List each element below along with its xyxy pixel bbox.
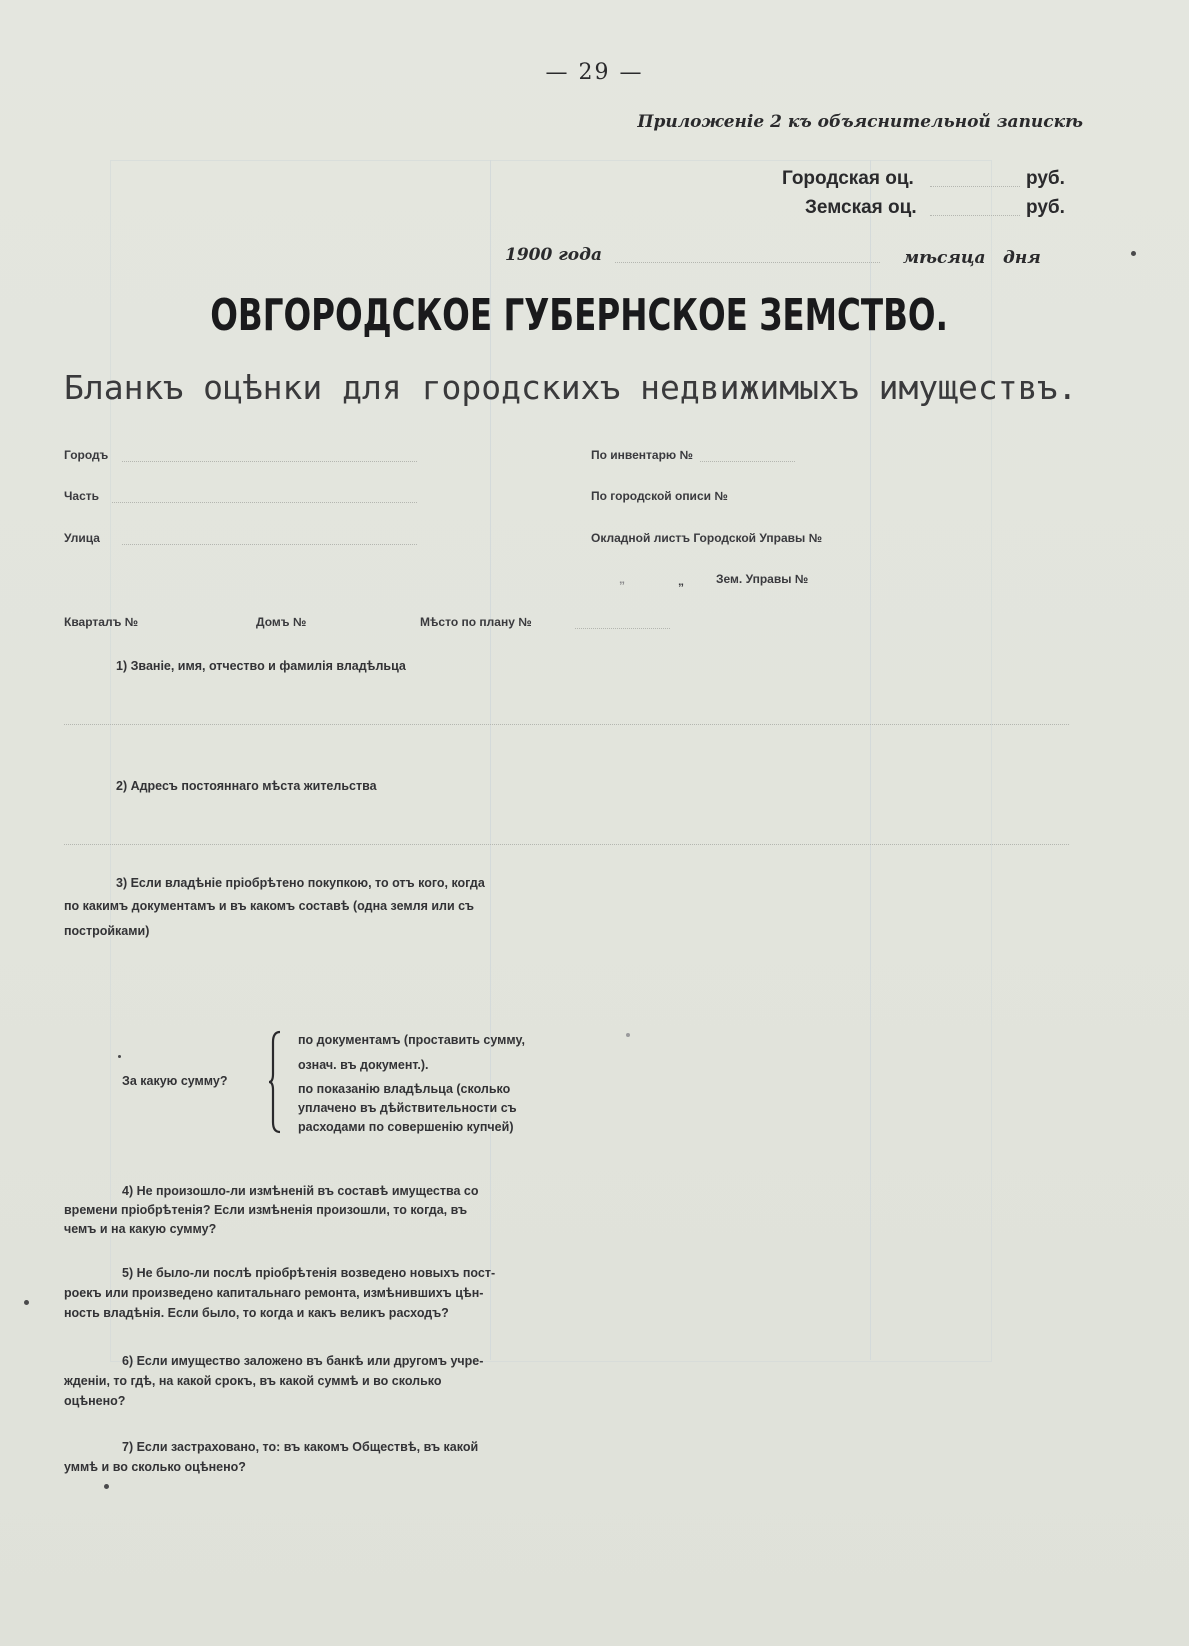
ink-speck <box>104 1484 109 1489</box>
field-inventory-label: По инвентарю № <box>591 448 693 462</box>
appendix-note: Приложеніе 2 къ объяснительной запискѣ <box>637 112 1083 132</box>
form-subtitle: Бланкъ оцѣнки для городскихъ недвижимыхъ имуществъ. <box>64 368 1078 407</box>
question-7-line1: 7) Если застраховано, то: въ какомъ Обществѣ, въ какой <box>122 1440 479 1454</box>
date-year: 1900 года <box>505 245 602 265</box>
curly-brace-icon <box>268 1030 282 1134</box>
answer-line-1 <box>64 724 1069 725</box>
field-salary-sheet-label: Окладной листъ Городской Управы № <box>591 531 822 545</box>
page-title: ОВГОРОДСКОЕ ГУБЕРНСКОЕ ЗЕМСТВО. <box>210 290 948 341</box>
zemstvo-estimate-line <box>930 215 1020 216</box>
question-4-line1: 4) Не произошло-ли измѣненій въ составѣ имущества со <box>122 1184 479 1198</box>
zemstvo-estimate-unit: руб. <box>1026 197 1065 218</box>
ink-speck <box>24 1300 29 1305</box>
city-estimate-label: Городская оц. <box>782 168 914 189</box>
question-6-line3: оцѣнено? <box>64 1394 126 1408</box>
field-house-label: Домъ № <box>256 615 307 629</box>
question-5-line2: роекъ или произведено капитальнаго ремонта, измѣнившихъ цѣн- <box>64 1286 484 1300</box>
field-part-label: Часть <box>64 489 100 503</box>
zemstvo-estimate-label: Земская оц. <box>805 197 917 218</box>
ink-speck <box>1131 251 1136 256</box>
question-4-line2: времени пріобрѣтенія? Если измѣненія произошли, то когда, въ <box>64 1203 468 1217</box>
question-5-line3: ность владѣнія. Если было, то когда и какъ великъ расходъ? <box>64 1306 449 1320</box>
question-3-line3: постройками) <box>64 924 150 938</box>
question-6-line1: 6) Если имущество заложено въ банкѣ или другомъ учре- <box>122 1354 484 1368</box>
sum-by-owner-line2: уплачено въ дѣйствительности съ <box>298 1101 517 1115</box>
question-3-line2: по какимъ документамъ и въ какомъ составѣ (одна земля или съ <box>64 899 475 913</box>
ditto-mark: „ <box>678 574 684 588</box>
field-inventory-line <box>700 461 795 462</box>
field-part-line <box>112 502 417 503</box>
ink-speck <box>118 1055 121 1058</box>
field-city-list-label: По городской описи № <box>591 489 728 503</box>
date-month-line <box>615 262 880 263</box>
sum-question-label: За какую сумму? <box>122 1074 228 1088</box>
field-city-label: Городъ <box>64 448 109 462</box>
question-5-line1: 5) Не было-ли послѣ пріобрѣтенія возведено новыхъ пост- <box>122 1266 496 1280</box>
field-street-label: Улица <box>64 531 100 545</box>
sum-by-document-line2: означ. въ документ.). <box>298 1058 429 1072</box>
field-city-line <box>122 461 417 462</box>
question-4-line3: чемъ и на какую сумму? <box>64 1222 217 1236</box>
question-7-line2: уммѣ и во сколько оцѣнено? <box>64 1460 246 1474</box>
field-zemstvo-board-label: Зем. Управы № <box>716 572 809 586</box>
question-2: 2) Адресъ постояннаго мѣста жительства <box>116 779 377 793</box>
date-month: мѣсяца <box>903 248 986 268</box>
field-plan-place-label: Мѣсто по плану № <box>420 615 532 629</box>
answer-line-2 <box>64 844 1069 845</box>
question-3-line1: 3) Если владѣніе пріобрѣтено покупкою, то отъ кого, когда <box>116 876 485 890</box>
city-estimate-line <box>930 186 1020 187</box>
question-1: 1) Званіе, имя, отчество и фамилія владѣльца <box>116 659 406 673</box>
question-6-line2: жденіи, то гдѣ, на какой срокъ, въ какой суммѣ и во сколько <box>64 1374 442 1388</box>
field-quarter-label: Кварталъ № <box>64 615 139 629</box>
sum-by-owner-line3: расходами по совершенію купчей) <box>298 1120 514 1134</box>
ditto-mark: „ <box>619 572 625 586</box>
field-plan-place-line <box>575 628 670 629</box>
field-street-line <box>122 544 417 545</box>
page-number: — 29 — <box>545 60 644 85</box>
city-estimate-unit: руб. <box>1026 168 1065 189</box>
sum-by-document-line1: по документамъ (проставить сумму, <box>298 1033 525 1047</box>
ink-speck <box>626 1033 630 1037</box>
sum-by-owner-line1: по показанію владѣльца (сколько <box>298 1082 511 1096</box>
date-day: дня <box>1003 248 1041 268</box>
